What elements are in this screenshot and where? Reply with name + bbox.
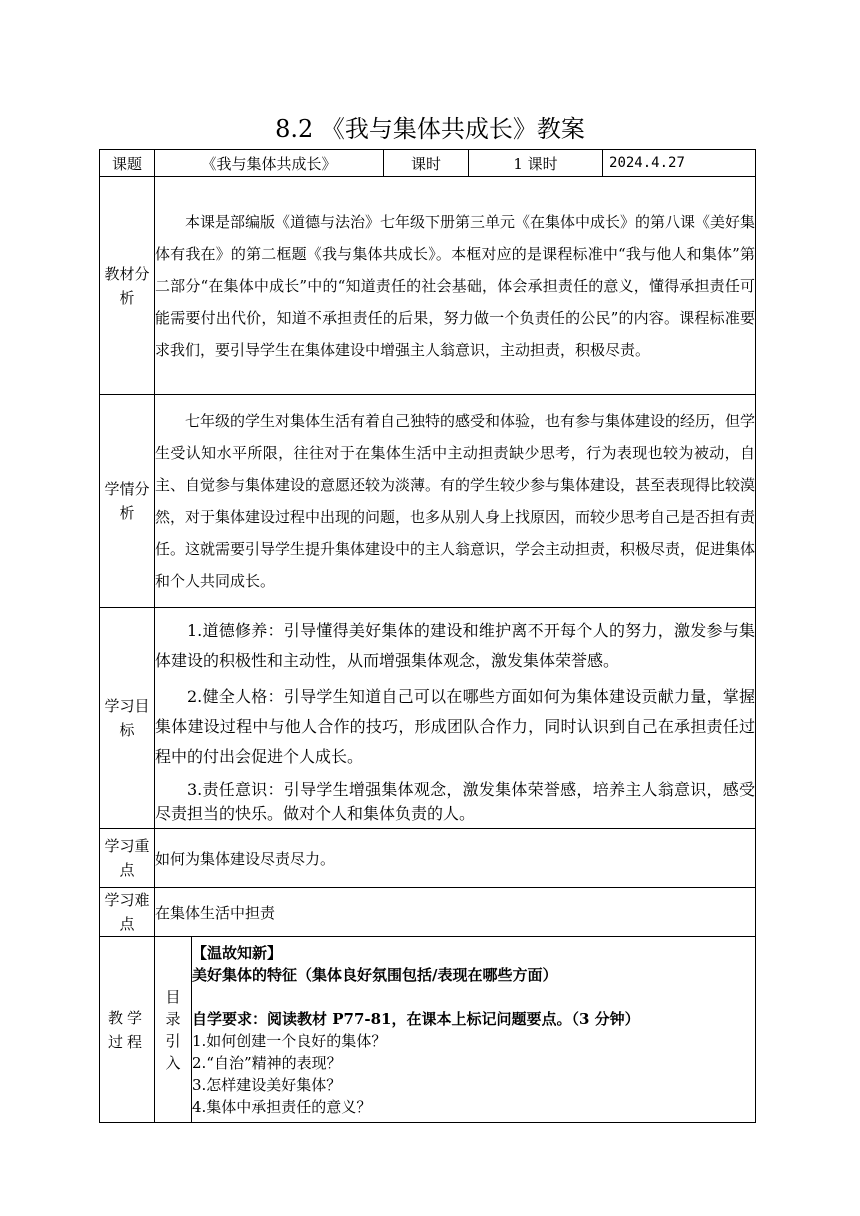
date-value: 2024.4.27 (603, 150, 756, 177)
process-content (192, 937, 756, 1123)
textbook-analysis-label: 教材分析 (100, 177, 155, 395)
topic-value: 《我与集体共成长》 (155, 150, 384, 177)
learner-analysis-row (100, 395, 756, 608)
learning-goals-row (100, 608, 756, 829)
difficulty-label: 学习难点 (100, 888, 155, 937)
page-title: 8.2 《我与集体共成长》教案 (275, 115, 585, 143)
key-point-label: 学习重点 (100, 829, 155, 888)
header-row (100, 150, 756, 177)
learner-analysis-cell (155, 395, 756, 608)
textbook-analysis-cell (155, 177, 756, 395)
hours-label: 课时 (384, 150, 469, 177)
goal-item: 1.道德修养：引导懂得美好集体的建设和维护离不开每个人的努力，激发参与集体建设的积极性和主动性，从而增强集体观念，激发集体荣誉感。 (155, 621, 756, 670)
hours-value: 1 课时 (469, 150, 603, 177)
topic-label: 课题 (100, 150, 155, 177)
textbook-analysis-text: 本课是部编版《道德与法治》七年级下册第三单元《在集体中成长》的第八课《美好集体有我在》的第二框题《我与集体共成长》。本框对应的是课程标准中“我与他人和集体”第二部分“在集体中成长”中的“知道责任的社会基础，体会承担责任的意义，懂得承担责任可能需要付出代价，知道不承担责任的后果，努力做一个负责任的公民”的内容。课程标准要求我们，要引导学生在集体建设中增强主人翁意识，主动担责，积极尽责。 (155, 212, 756, 359)
self-study-requirement: 自学要求：阅读教材 P77-81，在课本上标记问题要点。（3 分钟） (192, 1009, 640, 1028)
review-topic: 美好集体的特征（集体良好氛围包括/表现在哪些方面） (192, 965, 558, 984)
lesson-plan-table (99, 149, 756, 1123)
teaching-process-label: 教学过程 (100, 937, 155, 1123)
teaching-process-row (100, 937, 756, 1123)
learning-goals-cell (155, 608, 756, 829)
question-item: 1.如何创建一个良好的集体？ (192, 1031, 387, 1050)
learner-analysis-label: 学情分析 (100, 395, 155, 608)
difficulty-row (100, 888, 756, 937)
textbook-analysis-row (100, 177, 756, 395)
key-point-text: 如何为集体建设尽责尽力。 (155, 829, 756, 888)
learner-analysis-text: 七年级的学生对集体生活有着自己独特的感受和体验，也有参与集体建设的经历，但学生受认知水平所限，往往对于在集体生活中主动担责缺少思考，行为表现也较为被动，自主、自觉参与集体建设的意愿还较为淡薄。有的学生较少参与集体建设，甚至表现得比较漠然，对于集体建设过程中出现的问题，也多从别人身上找原因，而较少思考自己是否担有责任。这就需要引导学生提升集体建设中的主人翁意识，学会主动担责，积极尽责，促进集体和个人共同成长。 (155, 412, 756, 590)
key-point-row (100, 829, 756, 888)
process-sub-label: 目录引入 (155, 937, 192, 1123)
question-item: 3.怎样建设美好集体？ (192, 1075, 342, 1094)
learning-goals-label: 学习目标 (100, 608, 155, 829)
difficulty-text: 在集体生活中担责 (155, 888, 756, 937)
review-heading: 【温故知新】 (192, 943, 283, 962)
goal-item: 2.健全人格：引导学生知道自己可以在哪些方面如何为集体建设贡献力量，掌握集体建设过程中与他人合作的技巧，形成团队合作力，同时认识到自己在承担责任过程中的付出会促进个人成长。 (155, 687, 756, 766)
question-item: 4.集体中承担责任的意义？ (192, 1097, 372, 1116)
question-item: 2.“自治”精神的表现？ (192, 1053, 342, 1072)
spacer-line (192, 986, 755, 1008)
goal-item: 3.责任意识：引导学生增强集体观念，激发集体荣誉感，培养主人翁意识，感受尽责担当的快乐。做对个人和集体负责的人。 (155, 780, 756, 823)
